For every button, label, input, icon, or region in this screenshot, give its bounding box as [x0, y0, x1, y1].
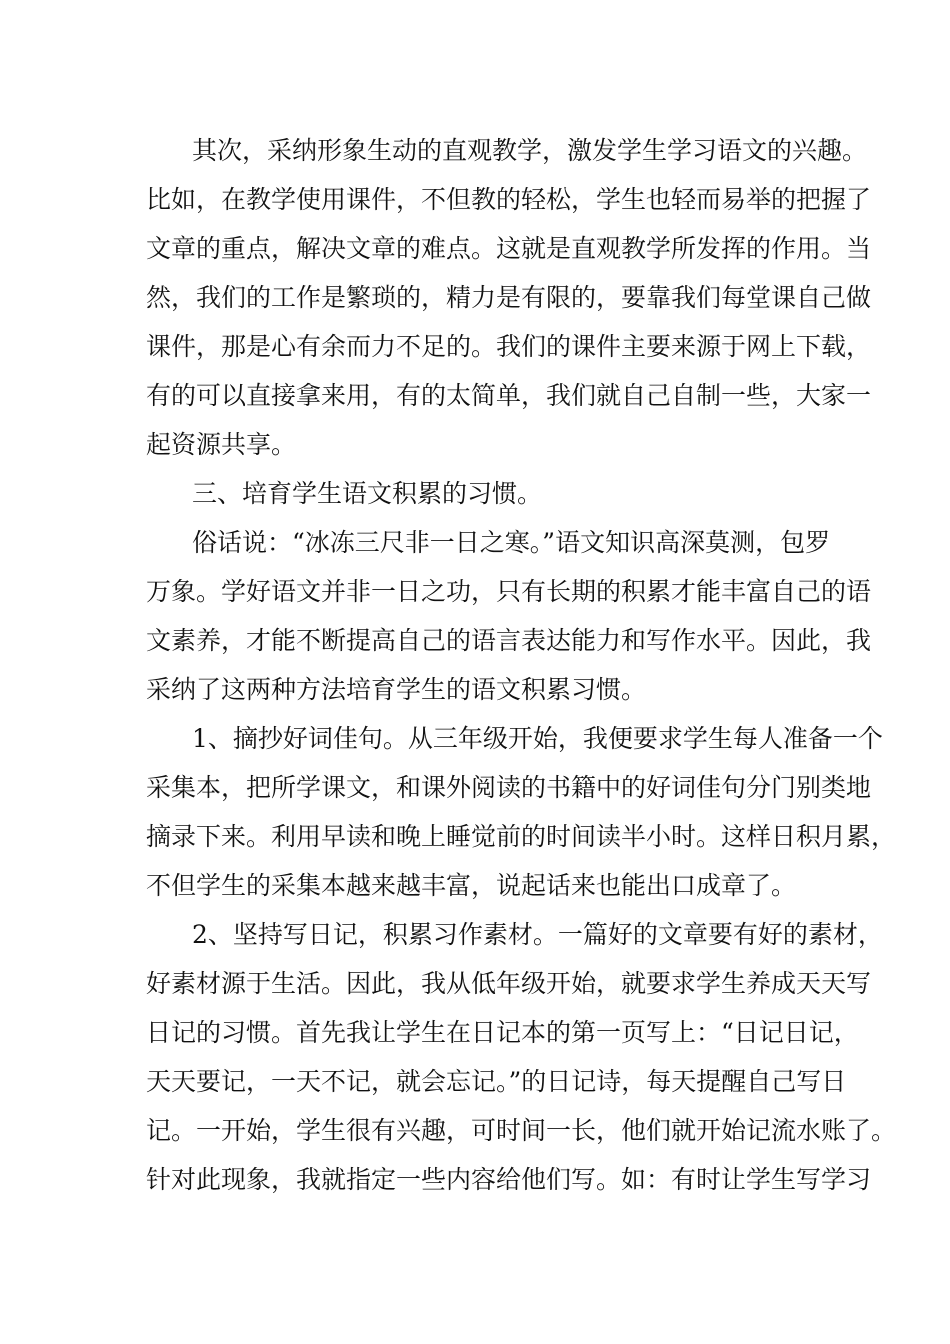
- paragraph-line: 俗话说：“冰冻三尺非一日之寒。”语文知识高深莫测，包罗: [192, 528, 831, 557]
- section-heading: 三、培育学生语文积累的习惯。: [192, 479, 543, 508]
- paragraph-line: 摘录下来。利用早读和晚上睡觉前的时间读半小时。这样日积月累，: [146, 822, 897, 851]
- paragraph-line: 文章的重点，解决文章的难点。这就是直观教学所发挥的作用。当: [146, 234, 872, 263]
- paragraph-line: 记。一开始，学生很有兴趣，可时间一长，他们就开始记流水账了。: [146, 1116, 897, 1145]
- paragraph-line: 1、摘抄好词佳句。从三年级开始，我便要求学生每人准备一个: [192, 724, 883, 753]
- paragraph-line: 好素材源于生活。因此，我从低年级开始，就要求学生养成天天写: [146, 969, 872, 998]
- paragraph-line: 比如，在教学使用课件，不但教的轻松，学生也轻而易举的把握了: [146, 185, 872, 214]
- paragraph-line: 然，我们的工作是繁琐的，精力是有限的，要靠我们每堂课自己做: [146, 283, 872, 312]
- paragraph-line: 起资源共享。: [146, 430, 297, 459]
- paragraph-line: 天天要记，一天不记，就会忘记。”的日记诗，每天提醒自己写日: [146, 1067, 847, 1096]
- paragraph-line: 采集本，把所学课文，和课外阅读的书籍中的好词佳句分门别类地: [146, 773, 872, 802]
- paragraph-line: 课件，那是心有余而力不足的。我们的课件主要来源于网上下载，: [146, 332, 872, 361]
- paragraph-line: 2、坚持写日记，积累习作素材。一篇好的文章要有好的素材，: [192, 920, 883, 949]
- paragraph-line: 日记的习惯。首先我让学生在日记本的第一页写上：“日记日记，: [146, 1018, 859, 1047]
- paragraph-line: 其次，采纳形象生动的直观教学，激发学生学习语文的兴趣。: [192, 136, 868, 165]
- paragraph-line: 针对此现象，我就指定一些内容给他们写。如：有时让学生写学习: [146, 1165, 872, 1194]
- paragraph-line: 采纳了这两种方法培育学生的语文积累习惯。: [146, 675, 647, 704]
- paragraph-line: 文素养，才能不断提高自己的语言表达能力和写作水平。因此，我: [146, 626, 872, 655]
- paragraph-line: 不但学生的采集本越来越丰富，说起话来也能出口成章了。: [146, 871, 797, 900]
- paragraph-line: 万象。学好语文并非一日之功，只有长期的积累才能丰富自己的语: [146, 577, 872, 606]
- paragraph-line: 有的可以直接拿来用，有的太简单，我们就自己自制一些，大家一: [146, 381, 872, 410]
